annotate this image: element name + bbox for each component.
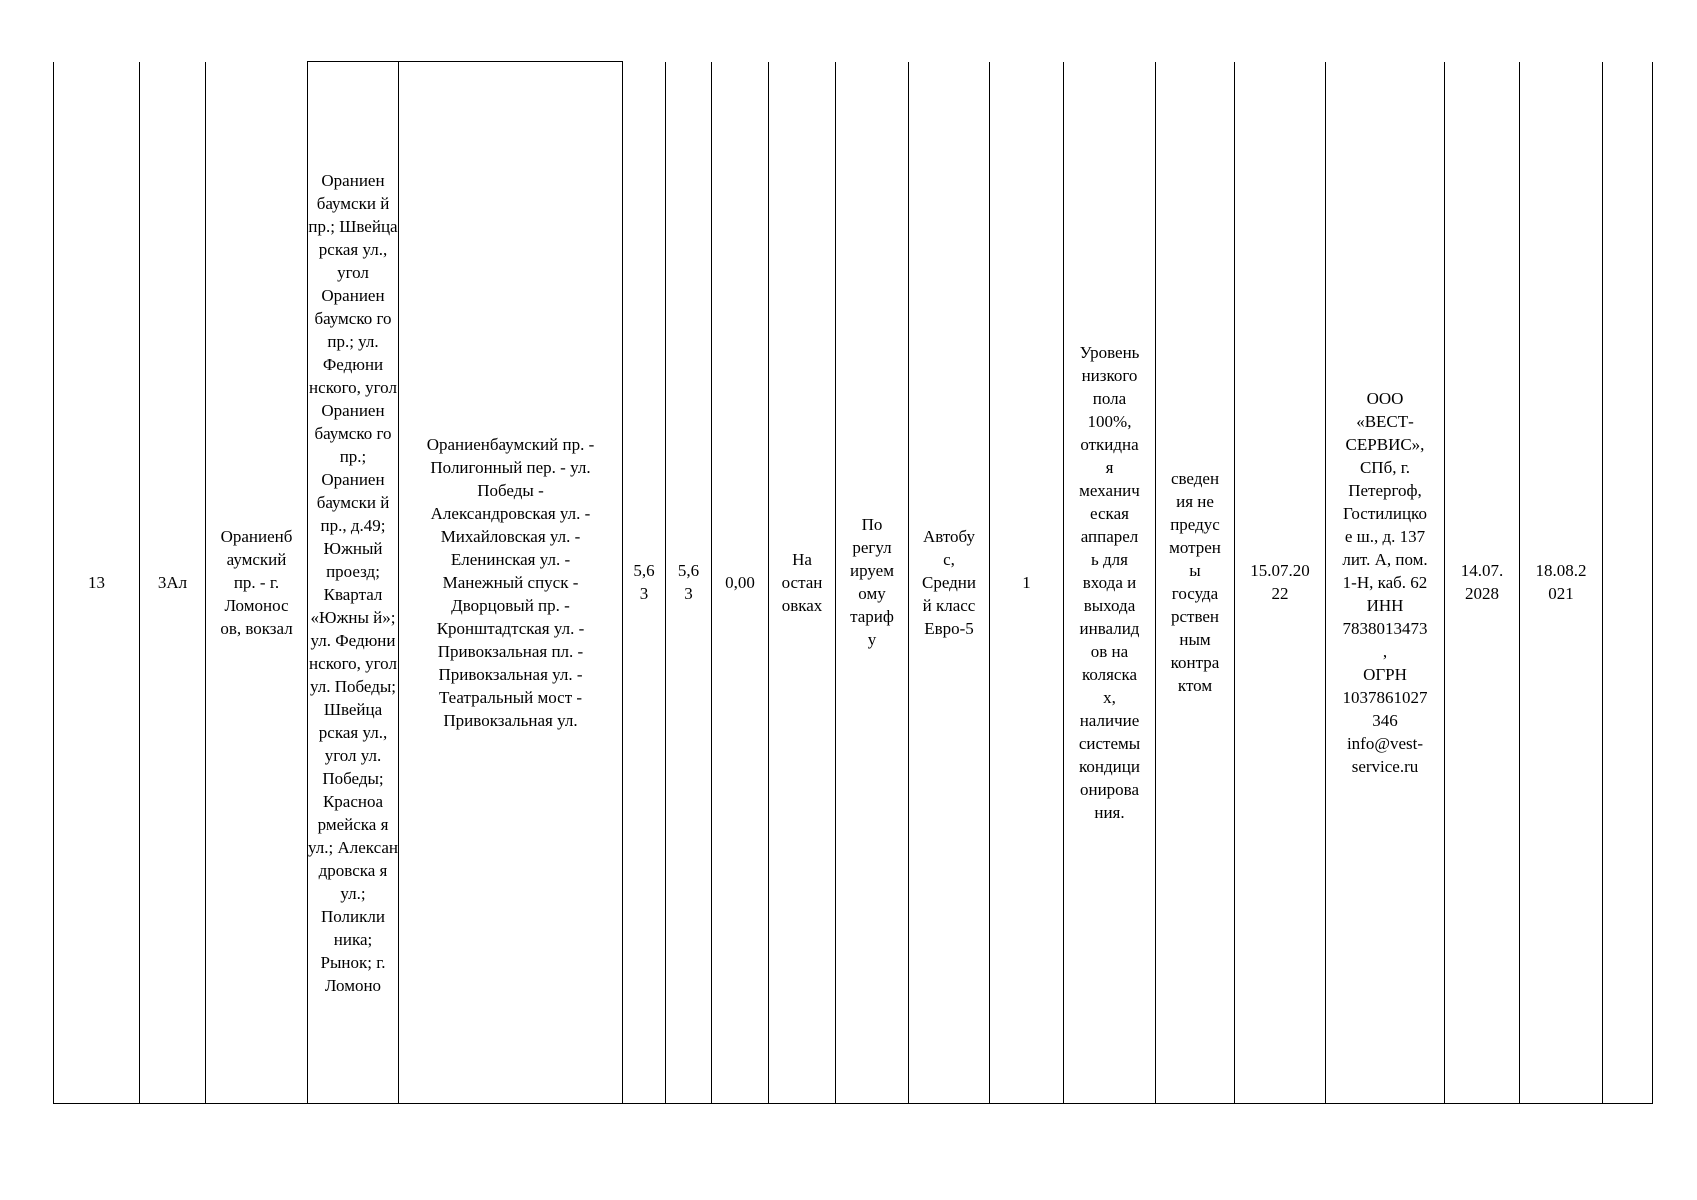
cell-vehicle-count: 1 [990,62,1064,1104]
table-row [54,62,1653,1104]
cell-stops: Ораниен баумски й пр.; Швейца рская ул., угол Ораниен баумско го пр.; ул. Федюни нского, угол Ораниен баумско го пр.; Ораниен баумски й пр., д.49; Южный проезд; Квартал «Южны й»; ул. Федюни нского, угол ул. Победы; Швейца рская ул., угол ул. Победы; Красноа рмейска я ул.; Алексан дровска я ул.; Поликли ника; Рынок; г. Ломоно [308,62,399,1104]
cell-length-forward: 5,6 3 [623,62,666,1104]
cell-route-name: Ораниенб аумский пр. - г. Ломонос ов, вокзал [206,62,308,1104]
cell-contract-info: сведен ия не предус мотрен ы госуда рствен ным контра ктом [1156,62,1235,1104]
cell-vehicle-characteristics: Уровень низкого пола 100%, откидна я механич еская аппарел ь для входа и выхода инвалид ов на коляска х, наличие системы кондици онирова ния. [1064,62,1156,1104]
route-registry-table [53,61,1653,1104]
cell-route-number: 3Ал [140,62,206,1104]
cell-carrier: ООО «ВЕСТ- СЕРВИС», СПб, г. Петергоф, Гостилицко е ш., д. 137 лит. А, пом. 1-Н, каб. 62 ИНН 7838013473 , ОГРН 1037861027 346 info@vest- service.ru [1326,62,1445,1104]
cell-tariff: По регул ируем ому тариф у [836,62,909,1104]
cell-row-number: 13 [54,62,140,1104]
cell-value-zero: 0,00 [712,62,769,1104]
cell-empty [1603,62,1653,1104]
cell-length-backward: 5,6 3 [666,62,712,1104]
cell-stop-order: На остан овках [769,62,836,1104]
cell-route-path: Ораниенбаумский пр. - Полигонный пер. - ул. Победы - Александровская ул. - Михайловская ул. - Еленинская ул. - Манежный спуск - Дворцовый пр. - Кронштадтская ул. - Привокзальная пл. - Привокзальная ул. - Театральный мост - Привокзальная ул. [399,62,623,1104]
cell-start-date: 15.07.20 22 [1235,62,1326,1104]
cell-date-2021: 18.08.2 021 [1520,62,1603,1104]
cell-vehicle-type: Автобу с, Средни й класс Евро-5 [909,62,990,1104]
cell-end-date: 14.07. 2028 [1445,62,1520,1104]
